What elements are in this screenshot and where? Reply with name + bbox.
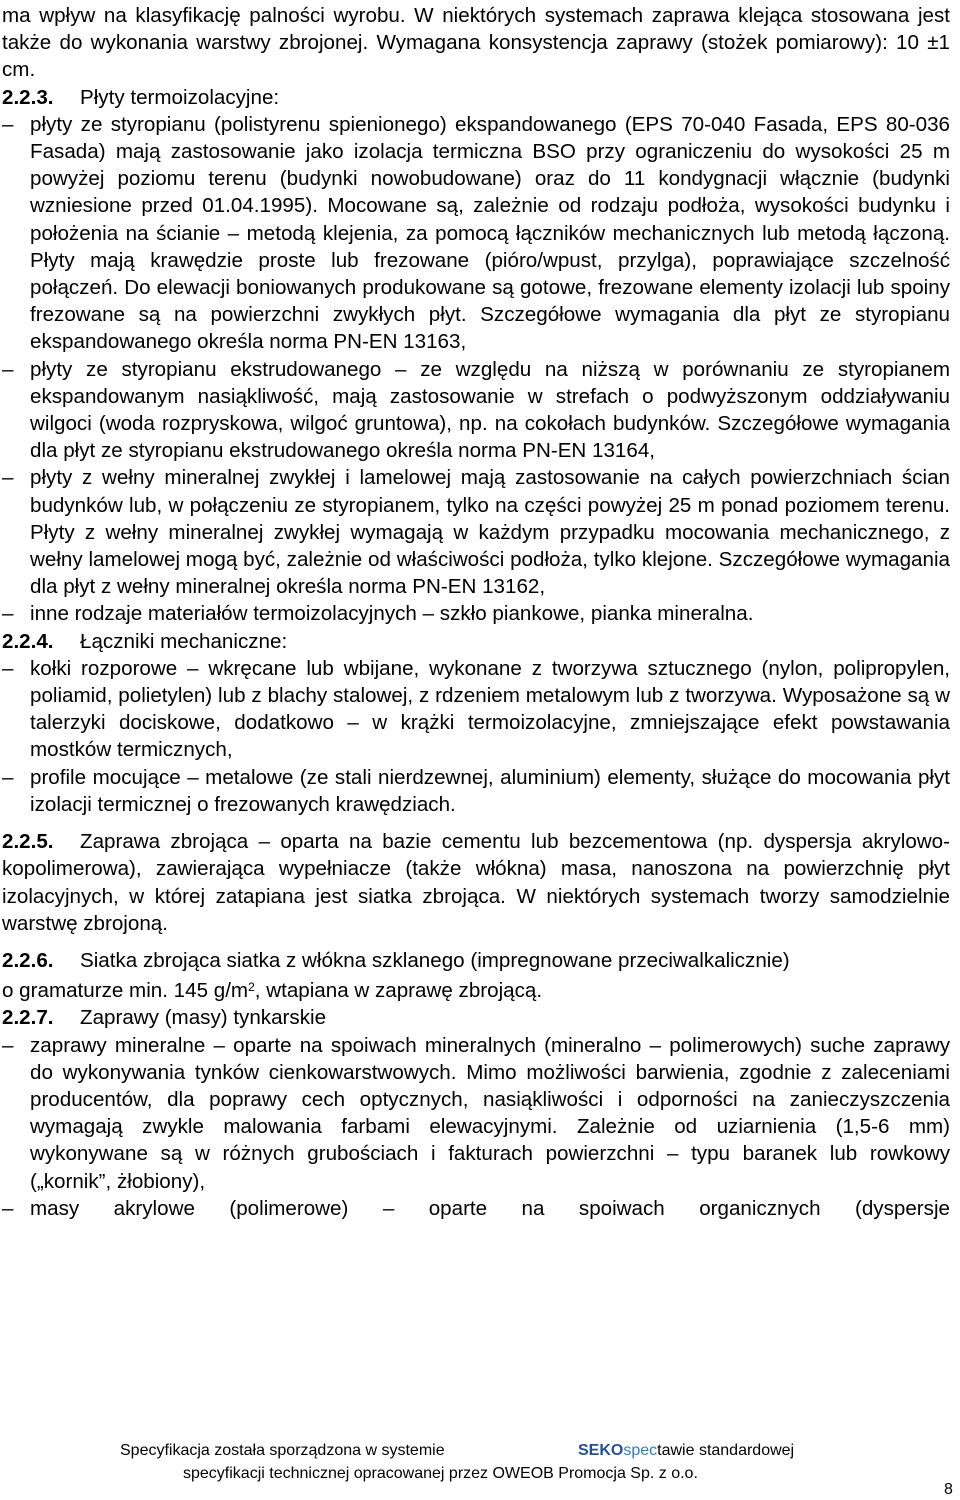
sekospec-logo-seko: SEKO — [578, 1442, 624, 1459]
section-text: Zaprawa zbrojąca – oparta na bazie cementu lub bezcementowa (np. dyspersja akrylowo-kopolimerowa), zawierająca wypełniacze (także włókna) masa, nanoszona na powierzchnię płyt izolacyjnych, w której zatapiana jest siatka zbrojąca. W niektórych systemach tworzy samodzielnie warstwę zbrojoną. — [2, 830, 950, 935]
footer-text-right: tawie standardowej — [657, 1442, 795, 1459]
section-title: Łączniki mechaniczne: — [80, 629, 288, 653]
section-2-2-4-heading — [2, 628, 950, 655]
document-body — [2, 2, 950, 1222]
section-2-2-6 — [2, 947, 950, 974]
footer-logo-line — [578, 1440, 794, 1461]
section-2-2-6-continued: o gramaturze min. 145 $g/m^2$, wtapiana w zaprawę zbrojącą. — [2, 979, 543, 1003]
section-2-2-3-heading — [2, 84, 950, 111]
list-item: – masy akrylowe (polimerowe) – oparte na spoiwach organicznych (dyspersje — [2, 1196, 950, 1220]
section-number: 2.2.6. — [2, 948, 54, 972]
list-item: – zaprawy mineralne – oparte na spoiwach mineralnych (mineralno – polimerowych) suche zaprawy do wykonywania tynków cienkowarstwowych. Mimo możliwości barwienia, zgodnie z zaleceniami producentów, dla poprawy cech optycznych, nasiąkliwości i odporności na zanieczyszczenia wymagają zwykle malowania farbami elewacyjnymi. Zależnie od uziarnienia (1,5-6 mm) wykonywane są w różnych grubościach i fakturach powierzchni – typu baranek lub rowkowy („kornik”, żłobiony), — [2, 1033, 950, 1193]
list-item: – profile mocujące – metalowe (ze stali nierdzewnej, aluminium) elementy, służące do mocowania płyt izolacji termicznej o frezowanych krawędziach. — [2, 765, 950, 816]
section-text: Siatka zbrojąca siatka z włókna szklanego (impregnowane przeciwalkalicznie) — [80, 948, 790, 972]
section-title: Zaprawy (masy) tynkarskie — [80, 1006, 327, 1030]
section-number: 2.2.7. — [2, 1006, 54, 1030]
section-2-2-5 — [2, 828, 950, 937]
sekospec-logo-spec: spec — [623, 1442, 658, 1459]
list-item: – płyty z wełny mineralnej zwykłej i lamelowej mają zastosowanie na całych powierzchniach ścian budynków lub, w połączeniu ze styropianem, tylko na części powyżej 25 m ponad poziomem terenu. Płyty z wełny mineralnej zwykłej wymagają w każdym przypadku mocowania mechanicznego, z wełny lamelowej mogą być, zależnie od właściwości podłoża, tylko klejone. Szczegółowe wymagania dla płyt z wełny mineralnej określa norma PN-EN 13162, — [2, 466, 950, 599]
section-2-2-7-heading — [2, 1004, 950, 1031]
intro-paragraph: ma wpływ na klasyfikację palności wyrobu. W niektórych systemach zaprawa klejąca stosowana jest także do wykonania warstwy zbrojonej. Wymagana konsystencja zaprawy (stożek pomiarowy): 10 ±1 cm. — [2, 4, 950, 82]
page-number: 8 — [944, 1481, 953, 1498]
footer-text-line2: specyfikacji technicznej opracowanej przez OWEOB Promocja Sp. z o.o. — [183, 1465, 698, 1482]
section-number: 2.2.3. — [2, 85, 54, 109]
list-item: – płyty ze styropianu (polistyrenu spienionego) ekspandowanego (EPS 70-040 Fasada, EPS 80-036 Fasada) mają zastosowanie jako izolacja termiczna BSO przy ograniczeniu do wysokości 25 m powyżej poziomu terenu (budynki nowobudowane) oraz do 11 kondygnacji włącznie (budynki wzniesione przed 01.04.1995). Mocowane są, zależnie od rodzaju podłoża, wysokości budynku i położenia na ścianie – metodą klejenia, za pomocą łączników mechanicznych lub metodą łączoną. Płyty mają krawędzie proste lub frezowane (pióro/wpust, przylga), poprawiające szczelność połączeń. Do elewacji boniowanych produkowane są gotowe, frezowane elementy izolacji lub spoiny frezowane są na powierzchni zwykłych płyt. Szczegółowe wymagania dla płyt ze styropianu ekspandowanego określa norma PN-EN 13163, — [2, 112, 950, 354]
list-item: – płyty ze styropianu ekstrudowanego – ze względu na niższą w porównaniu ze styropianem ekspandowanym nasiąkliwość, mają zastosowanie w strefach o podwyższonym oddziaływaniu wilgoci (woda rozpryskowa, wilgoć gruntowa), np. na cokołach budynków. Szczegółowe wymagania dla płyt ze styropianu ekstrudowanego określa norma PN-EN 13164, — [2, 357, 950, 463]
section-number: 2.2.4. — [2, 629, 54, 653]
list-item: – inne rodzaje materiałów termoizolacyjnych – szkło piankowe, pianka mineralna. — [2, 602, 754, 626]
section-title: Płyty termoizolacyjne: — [80, 85, 280, 109]
list-item: – kołki rozporowe – wkręcane lub wbijane, wykonane z tworzywa sztucznego (nylon, polipropylen, poliamid, polietylen) lub z blachy stalowej, z rdzeniem metalowym lub z tworzywa. Wyposażone są w talerzyki dociskowe, dodatkowo – w krążki termoizolacyjne, zmniejszające efekt powstawania mostków termicznych, — [2, 656, 950, 762]
footer-text-left: Specyfikacja została sporządzona w systemie — [120, 1442, 445, 1459]
section-number: 2.2.5. — [2, 830, 54, 854]
